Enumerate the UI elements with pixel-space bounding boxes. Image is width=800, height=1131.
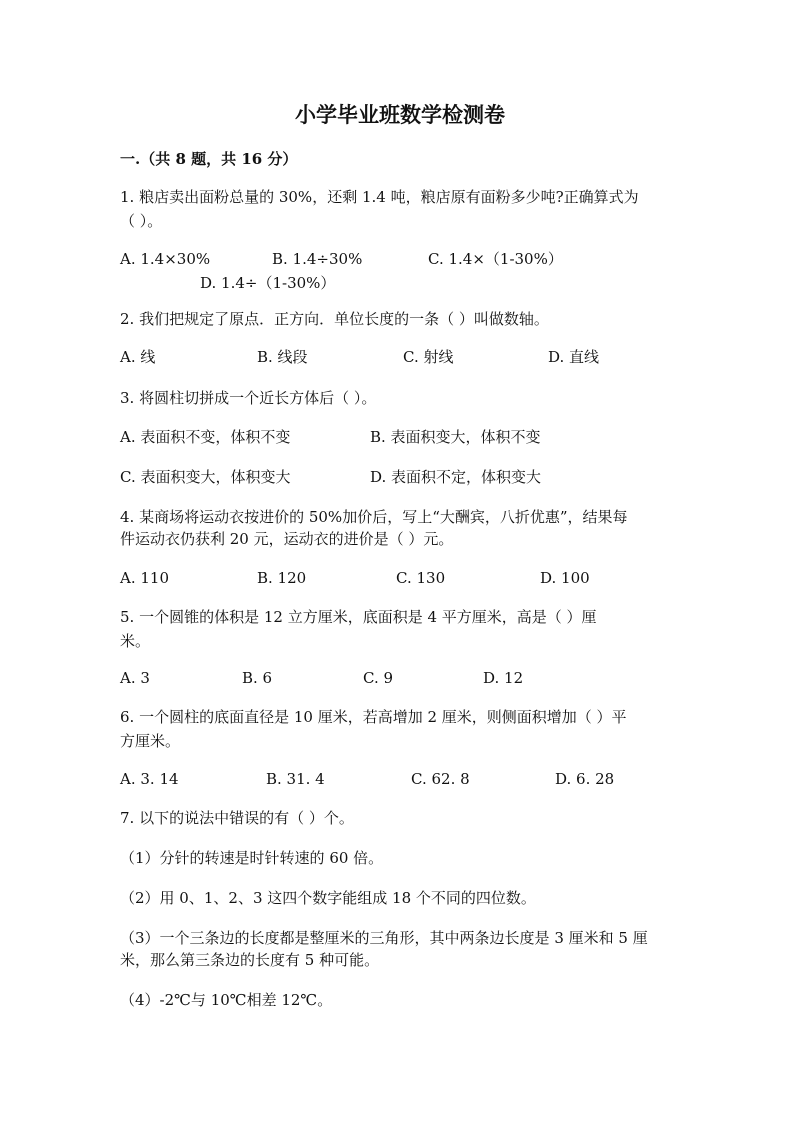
- question-6-option-d: D. 6. 28: [555, 770, 615, 788]
- question-3-text: 3. 将圆柱切拼成一个近长方体后（ ）。: [120, 389, 377, 407]
- question-6-text-cont: 方厘米。: [120, 732, 181, 750]
- question-1-option-a: A. 1.4×30%: [120, 250, 211, 268]
- question-2-text: 2. 我们把规定了原点．正方向．单位长度的一条（ ）叫做数轴。: [120, 310, 549, 328]
- question-5-text-cont: 米。: [120, 632, 151, 650]
- question-3-option-a: A. 表面积不变，体积不变: [120, 428, 291, 446]
- page-title: 小学毕业班数学检测卷: [295, 102, 505, 127]
- question-3-option-b: B. 表面积变大，体积不变: [370, 428, 541, 446]
- question-7-statement-4: （4）-2℃与 10℃相差 12℃。: [120, 991, 333, 1009]
- question-6-option-c: C. 62. 8: [411, 770, 470, 788]
- question-4-text: 4. 某商场将运动衣按进价的 50%加价后，写上“大酬宾，八折优惠”，结果每: [120, 508, 628, 526]
- question-2-option-b: B. 线段: [257, 348, 308, 366]
- question-5-option-b: B. 6: [242, 669, 273, 687]
- question-7-text: 7. 以下的说法中错误的有（ ）个。: [120, 809, 354, 827]
- question-1-text: 1. 粮店卖出面粉总量的 30%，还剩 1.4 吨，粮店原有面粉多少吨?正确算式为: [120, 188, 639, 206]
- question-2-option-c: C. 射线: [403, 348, 454, 366]
- question-6-option-a: A. 3. 14: [120, 770, 179, 788]
- question-3-option-d: D. 表面积不定，体积变大: [370, 468, 542, 486]
- question-5-text: 5. 一个圆锥的体积是 12 立方厘米，底面积是 4 平方厘米，高是（ ）厘: [120, 608, 597, 626]
- question-4-option-c: C. 130: [396, 569, 446, 587]
- question-4-option-a: A. 110: [120, 569, 169, 587]
- question-7-statement-3: （3）一个三条边的长度都是整厘米的三角形，其中两条边长度是 3 厘米和 5 厘: [120, 929, 648, 947]
- question-7-statement-1: （1）分针的转速是时针转速的 60 倍。: [120, 849, 384, 867]
- question-7-statement-2: （2）用 0、1、2、3 这四个数字能组成 18 个不同的四位数。: [120, 889, 536, 907]
- question-4-option-d: D. 100: [540, 569, 590, 587]
- section-heading: 一.（共 8 题，共 16 分）: [120, 150, 298, 168]
- question-5-option-a: A. 3: [120, 669, 150, 687]
- question-6-text: 6. 一个圆柱的底面直径是 10 厘米，若高增加 2 厘米，则侧面积增加（ ）平: [120, 708, 627, 726]
- question-2-option-d: D. 直线: [548, 348, 600, 366]
- question-1-option-c: C. 1.4×（1-30%）: [428, 250, 563, 268]
- question-1-option-b: B. 1.4÷30%: [272, 250, 363, 268]
- question-4-option-b: B. 120: [257, 569, 307, 587]
- question-2-option-a: A. 线: [120, 348, 156, 366]
- question-5-option-c: C. 9: [363, 669, 394, 687]
- question-7-statement-3-cont: 米，那么第三条边的长度有 5 种可能。: [120, 951, 380, 969]
- question-4-text-cont: 件运动衣仍获利 20 元，运动衣的进价是（ ）元。: [120, 530, 454, 548]
- question-6-option-b: B. 31. 4: [266, 770, 325, 788]
- question-3-option-c: C. 表面积变大，体积变大: [120, 468, 291, 486]
- question-1-option-d: D. 1.4÷（1-30%）: [200, 274, 336, 292]
- question-1-text-cont: （ ）。: [120, 212, 163, 230]
- question-5-option-d: D. 12: [483, 669, 524, 687]
